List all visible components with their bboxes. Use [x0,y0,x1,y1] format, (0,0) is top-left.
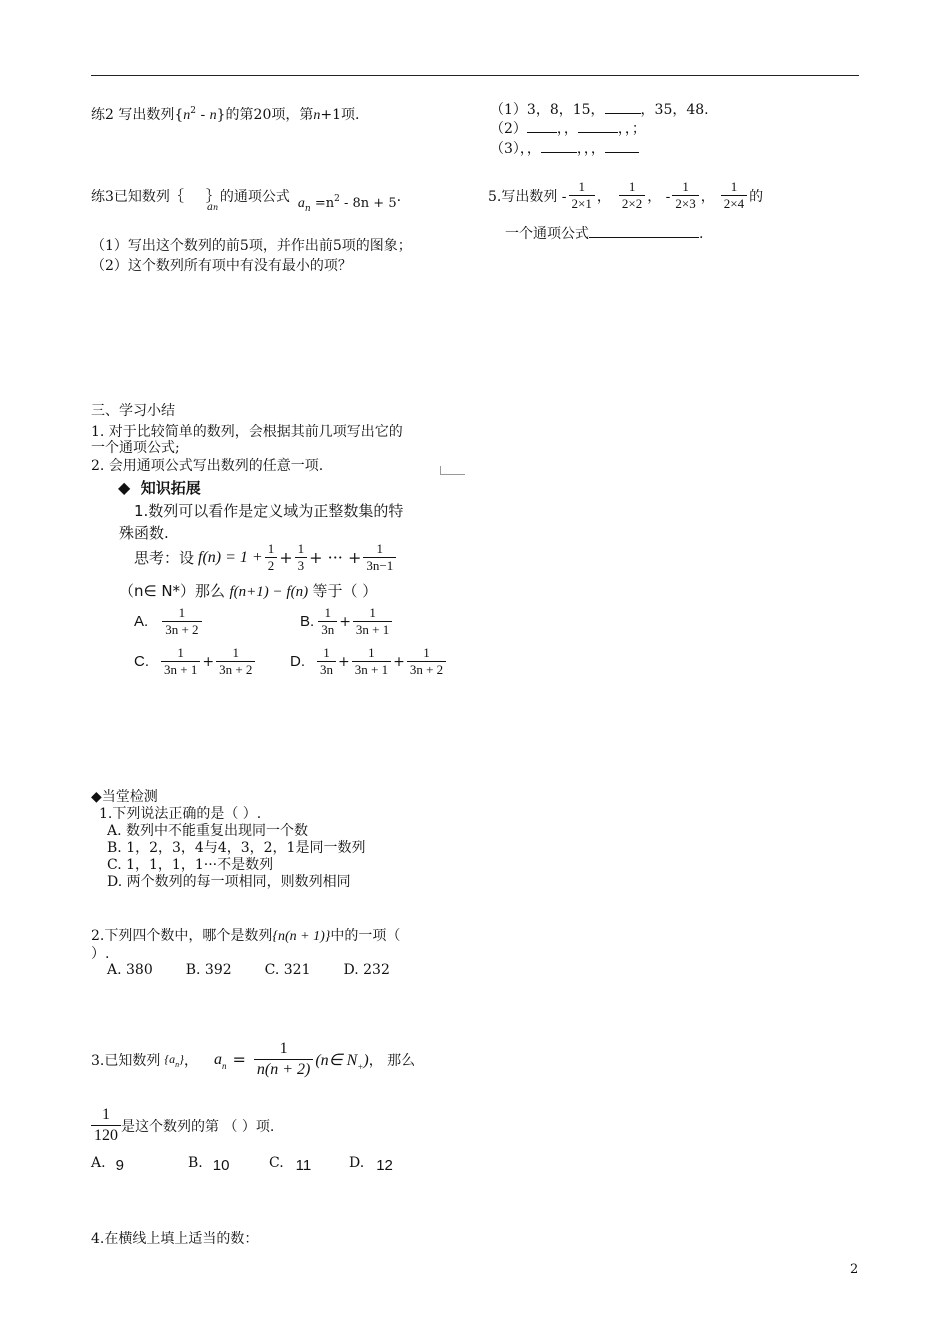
ext-option-b[interactable]: B. $\frac{1}{3n}$ + $\frac{1}{3n + 1}$ [300,606,394,637]
check-q3-text-2: 是这个数列的第 （ ）项. [121,1118,275,1135]
seq1-blank[interactable] [605,113,641,114]
q5-sep-1: ， [596,188,611,205]
ex3-rest: - 8n + 5 [339,196,397,211]
check-q4: 4.在横线上填上适当的数： [91,1231,259,1247]
ext-eq: 等于（ ） [312,582,378,600]
ext-think [134,542,398,573]
check-q3-option-c[interactable]: C. 11 [269,1155,312,1174]
check-q2-text: 2.下列四个数中，哪个是数列 [91,928,273,944]
ex2-n-2: n [209,108,217,123]
exercise-2: 练2 写出数列$\{n^2 - n\}$的第20项，第n+1项. [91,106,360,123]
question-5 [488,180,763,211]
ext-line-2: 殊函数. [119,524,169,542]
check-q2-option-c[interactable]: C. 321 [264,962,311,978]
ext-d-frac-1: $\frac{1}{3n}$ [317,646,336,677]
ex3-an: a [297,196,305,211]
seq3-label: （3），， [490,141,541,157]
check-q2-option-d[interactable]: D. 232 [343,962,390,978]
ext-d-frac-3: $\frac{1}{3n + 2}$ [407,646,446,677]
ex2-prefix: 练2 写出数列{ [91,107,184,123]
q5-frac-1: $\frac{1}{2\times 1}$ [569,180,595,211]
ex3-dot: . [396,189,402,205]
ext-domain: （n∈ N*）那么 [119,582,226,600]
check-q1-option-a[interactable]: A. 数列中不能重复出现同一个数 [107,823,309,839]
q5-frac-3: $\frac{1}{2\times 3}$ [672,180,698,211]
seq2-end: ，，； [617,121,646,137]
ex2-n-3: n [313,108,321,123]
check-q2-set: {n(n + 1)} [272,929,331,944]
check-q2-options [107,962,390,978]
ext-domain-line [119,580,377,601]
check-q3-frac: $\frac{1}{n(n + 2)}$ [254,1040,313,1079]
ex2-minus: - [196,107,210,123]
ex3-sq: 2 [334,194,340,204]
check-q3-an: $a_n$ [213,1050,227,1071]
seq1-end: ，35，48. [640,102,709,118]
diamond-icon: ◆ [118,478,131,497]
ext-line-1: 1.数列可以看作是定义域为正整数集的特 [134,502,404,520]
summary-item-1: 1. 对于比较简单的数列，会根据其前几项写出它的 [91,424,403,440]
seq2-blank-1[interactable] [527,132,557,133]
check-q3-set: $\{a_n\}$ [164,1052,184,1069]
seq3-blank-1[interactable] [541,152,577,153]
ext-heading [118,477,201,498]
ex3-close: ｝的通项公式 [205,189,290,205]
check-q3-option-b[interactable]: B. 10 [188,1155,230,1174]
seq1-start: （1）3，8，15， [490,102,605,118]
q5-suffix: 的 [749,188,764,205]
check-q3-domain: (n∈ $N_+$) [315,1051,369,1072]
q5-answer-blank[interactable] [589,237,699,238]
seq-line-2 [490,118,646,138]
check-q2-option-a[interactable]: A. 380 [107,962,153,978]
ext-b-frac-1: $\frac{1}{3n}$ [318,606,337,637]
ex3-an-sub: n [304,204,311,214]
seq3-sep: ，，， [576,141,605,157]
ex3-question-2: （2）这个数列所有项中有没有最小的项？ [91,258,352,274]
summary-item-2: 2. 会用通项公式写出数列的任意一项. [91,458,324,474]
ext-b-frac-2: $\frac{1}{3n + 1}$ [353,606,392,637]
check-q2-option-b[interactable]: B. 392 [185,962,232,978]
ex3-prefix: 练3已知数列｛ [91,189,184,205]
check-q3: 3.已知数列 $\{a_n\}$ ， $a_n$ = $\frac{1}{n(n + 2)}$ (n∈ $N_+$) ， 那么 [91,1040,416,1078]
seq2-sep: ，， [556,121,578,137]
seq3-blank-2[interactable] [605,152,639,153]
ex2-tail: +1项. [320,107,360,123]
check-q3-option-d[interactable]: D. 12 [349,1155,393,1174]
check-q3-line-2 [91,1106,274,1145]
seq2-label: （2） [490,121,527,137]
ext-fn: f(n) = 1 + [198,548,263,566]
ext-option-d[interactable]: D. $\frac{1}{3n}$ + $\frac{1}{3n + 1}$ + $\frac{1}{3n + 2}$ [290,646,448,677]
summary-item-1b: 一个通项公式; [91,440,180,456]
summary-title: 三、学习小结 [91,403,175,419]
ex3-a: a [207,202,213,213]
ex2-suffix: }的第20项，第 [216,107,314,123]
q5-line2-end: . [699,226,704,242]
ex3-a-n [207,202,218,213]
check-q2-text-2: 中的一项（ [330,928,401,944]
page-number: 2 [850,1262,859,1277]
ex2-n: n [183,108,191,123]
check-q1: 1.下列说法正确的是（ ）. [99,806,262,822]
ext-d-frac-2: $\frac{1}{3n + 1}$ [352,646,391,677]
ext-c-frac-1: $\frac{1}{3n + 1}$ [161,646,200,677]
check-q1-option-d[interactable]: D. 两个数列的每一项相同，则数列相同 [107,874,351,890]
q5-line-2 [505,223,703,243]
seq-line-1 [490,99,709,119]
corner-mark [440,466,465,475]
ext-option-a[interactable]: A. $\frac{1}{3n + 2}$ [134,606,204,637]
q5-sep-3: ， [700,188,715,205]
header-rule [91,75,859,76]
check-q3-option-a[interactable]: A. 9 [91,1155,124,1174]
ext-plus: + [279,548,293,567]
ex3-eq: =n [310,196,335,211]
q5-frac-4: $\frac{1}{2\times 4}$ [721,180,747,211]
ext-a-frac: $\frac{1}{3n + 2}$ [162,606,201,637]
ext-dots: + ··· + [309,548,362,567]
ext-diff: f(n+1) − f(n) [229,584,309,600]
seq-line-3 [490,138,639,158]
q5-sep-2: ， - [647,188,671,205]
q5-frac-2: $\frac{1}{2\times 2}$ [619,180,645,211]
seq2-blank-2[interactable] [578,132,618,133]
check-title: ◆当堂检测 [91,789,158,805]
ext-harm-2: $\frac{1}{3}$ [295,542,308,573]
ext-c-frac-2: $\frac{1}{3n + 2}$ [216,646,255,677]
check-q2 [91,925,400,945]
ext-harm-last: $\frac{1}{3n-1}$ [363,542,396,573]
check-q2-close: ）. [91,946,110,962]
q5-line2-text: 一个通项公式 [505,226,589,242]
ext-title: 知识拓展 [140,479,201,497]
check-q3-target-frac: $\frac{1}{120}$ [91,1106,121,1145]
ext-think-label: 思考：设 [134,549,195,567]
ex3-a-sub: n [212,203,219,212]
ext-option-c[interactable]: C. $\frac{1}{3n + 1}$ + $\frac{1}{3n + 2}$ [134,646,257,677]
check-q1-option-b[interactable]: B. 1，2，3，4与4，3，2，1是同一数列 [107,840,366,856]
check-q1-option-c[interactable]: C. 1，1，1，1···不是数列 [107,857,274,873]
q5-prefix: 5.写出数列 - [488,188,567,205]
ext-harm-1: $\frac{1}{2}$ [265,542,278,573]
check-q3-text: 3.已知数列 [91,1052,161,1069]
ex3-question-1: （1）写出这个数列的前5项，并作出前5项的图象； [91,238,412,254]
exercise-3 [91,186,402,214]
